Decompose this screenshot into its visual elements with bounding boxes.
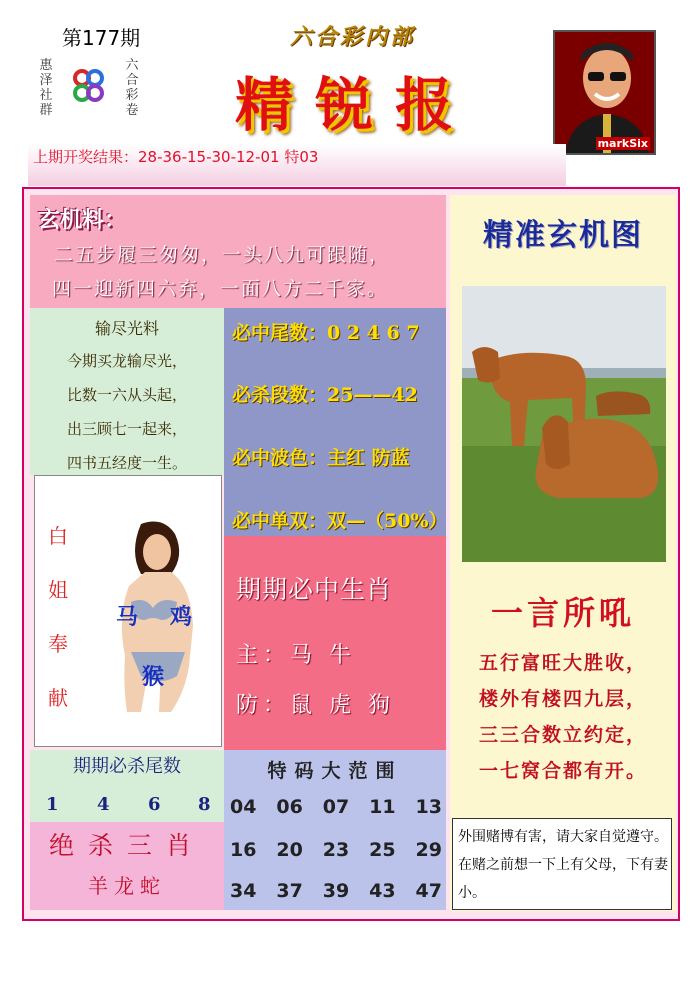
- result-value: 28-36-15-30-12-01 特03: [138, 148, 319, 166]
- riddle-line-1: 二五步履三匆匆，一头八九可跟随，: [54, 244, 391, 266]
- special-range-row: [230, 880, 442, 902]
- portrait-photo: [553, 30, 656, 155]
- riddle-image-title: 精准玄机图: [483, 218, 643, 253]
- code-cell: 06: [276, 796, 303, 818]
- kill-tail-digit: 8: [198, 794, 211, 815]
- logo-char: 卷: [125, 103, 139, 118]
- code-cell: 29: [415, 839, 442, 861]
- girl-vertical-char: 献: [48, 686, 68, 710]
- logo-right-text: [124, 58, 140, 118]
- kill-tail-digit: 6: [148, 794, 161, 815]
- code-cell: 25: [369, 839, 396, 861]
- girl-vertical-char: 白: [48, 524, 68, 548]
- logo-char: 群: [39, 103, 53, 118]
- saying-title: 一言所吼: [490, 594, 635, 632]
- code-cell: 34: [230, 880, 257, 902]
- marksix-badge: markSix: [597, 137, 648, 150]
- prediction-segment: 必杀段数：25——42: [232, 384, 418, 406]
- riddle-title: 玄机料：: [38, 207, 127, 233]
- logo-left-text: [38, 58, 54, 118]
- logo-char: 惠: [39, 58, 53, 73]
- saying-line: 三三合数立约定，: [478, 724, 647, 746]
- poem-title: 输尽光料: [94, 319, 159, 338]
- code-cell: 23: [322, 839, 350, 861]
- girl-animal: 猴: [142, 664, 165, 690]
- cows-photo: [462, 286, 666, 562]
- code-cell: 47: [415, 880, 442, 902]
- gambling-warning-text: 外围赌博有害，请大家自觉遵守。在赌之前想一下上有父母，下有妻小。: [458, 829, 668, 901]
- zodiac-title: 期期必中生肖: [236, 575, 393, 604]
- prediction-wave: 必中波色：主红 防蓝: [232, 447, 410, 469]
- poem-line: 出三顾七一起来，: [66, 420, 187, 438]
- poem-line: 比数一六从头起，: [66, 386, 187, 404]
- kill-zodiac-title: 绝杀三肖: [48, 831, 205, 860]
- cattle-image-icon: [462, 286, 666, 562]
- code-cell: 04: [230, 796, 257, 818]
- special-range-row: [230, 796, 442, 818]
- code-cell: 37: [276, 880, 303, 902]
- code-cell: 39: [322, 880, 350, 902]
- code-cell: 16: [230, 839, 257, 861]
- saying-line: 五行富旺大胜收，: [478, 652, 647, 674]
- prediction-parity: 必中单双：双—（50%）: [232, 510, 448, 532]
- zodiac-main: 主：马 牛: [236, 643, 356, 668]
- logo-char: 社: [39, 88, 53, 103]
- community-logo: [28, 52, 148, 128]
- poem-line: 今期买龙输尽光，: [66, 352, 187, 370]
- special-range-title: 特码大范围: [267, 760, 403, 782]
- kill-tail-digit: 4: [97, 794, 110, 815]
- poem-line: 四书五经度一生。: [66, 454, 187, 472]
- kill-tail-digit: 1: [46, 794, 59, 815]
- logo-char: 六: [125, 58, 139, 73]
- result-label: 上期开奖结果：: [33, 148, 139, 166]
- logo-char: 合: [125, 73, 139, 88]
- saying-line: 楼外有楼四九层，: [478, 688, 647, 710]
- subtitle: 六合彩内部: [290, 24, 416, 50]
- prediction-tail: 必中尾数：0 2 4 6 7: [232, 322, 420, 344]
- page-title: 精锐报: [235, 71, 476, 139]
- special-range-row: [230, 839, 442, 861]
- girl-animal: 马: [116, 604, 139, 630]
- kill-tails-title: 期期必杀尾数: [73, 756, 181, 777]
- issue-number: 第177期: [62, 26, 141, 50]
- code-cell: 13: [415, 796, 442, 818]
- kill-zodiac-list: 羊龙蛇: [88, 874, 166, 898]
- last-result: [33, 146, 318, 167]
- girl-vertical-char: 姐: [48, 578, 68, 602]
- code-cell: 43: [369, 880, 396, 902]
- riddle-line-2: 四一迎新四六弃，一面八方二千家。: [52, 278, 389, 300]
- logo-char: 泽: [39, 73, 53, 88]
- code-cell: 07: [322, 796, 350, 818]
- code-cell: 11: [369, 796, 396, 818]
- girl-vertical-char: 奉: [48, 632, 68, 656]
- girl-animal: 鸡: [170, 604, 193, 630]
- saying-line: 一七窝合都有开。: [478, 760, 647, 782]
- logo-rings-icon: [68, 66, 108, 106]
- logo-char: 彩: [125, 88, 139, 103]
- zodiac-guard: 防：鼠 虎 狗: [236, 693, 395, 718]
- code-cell: 20: [276, 839, 303, 861]
